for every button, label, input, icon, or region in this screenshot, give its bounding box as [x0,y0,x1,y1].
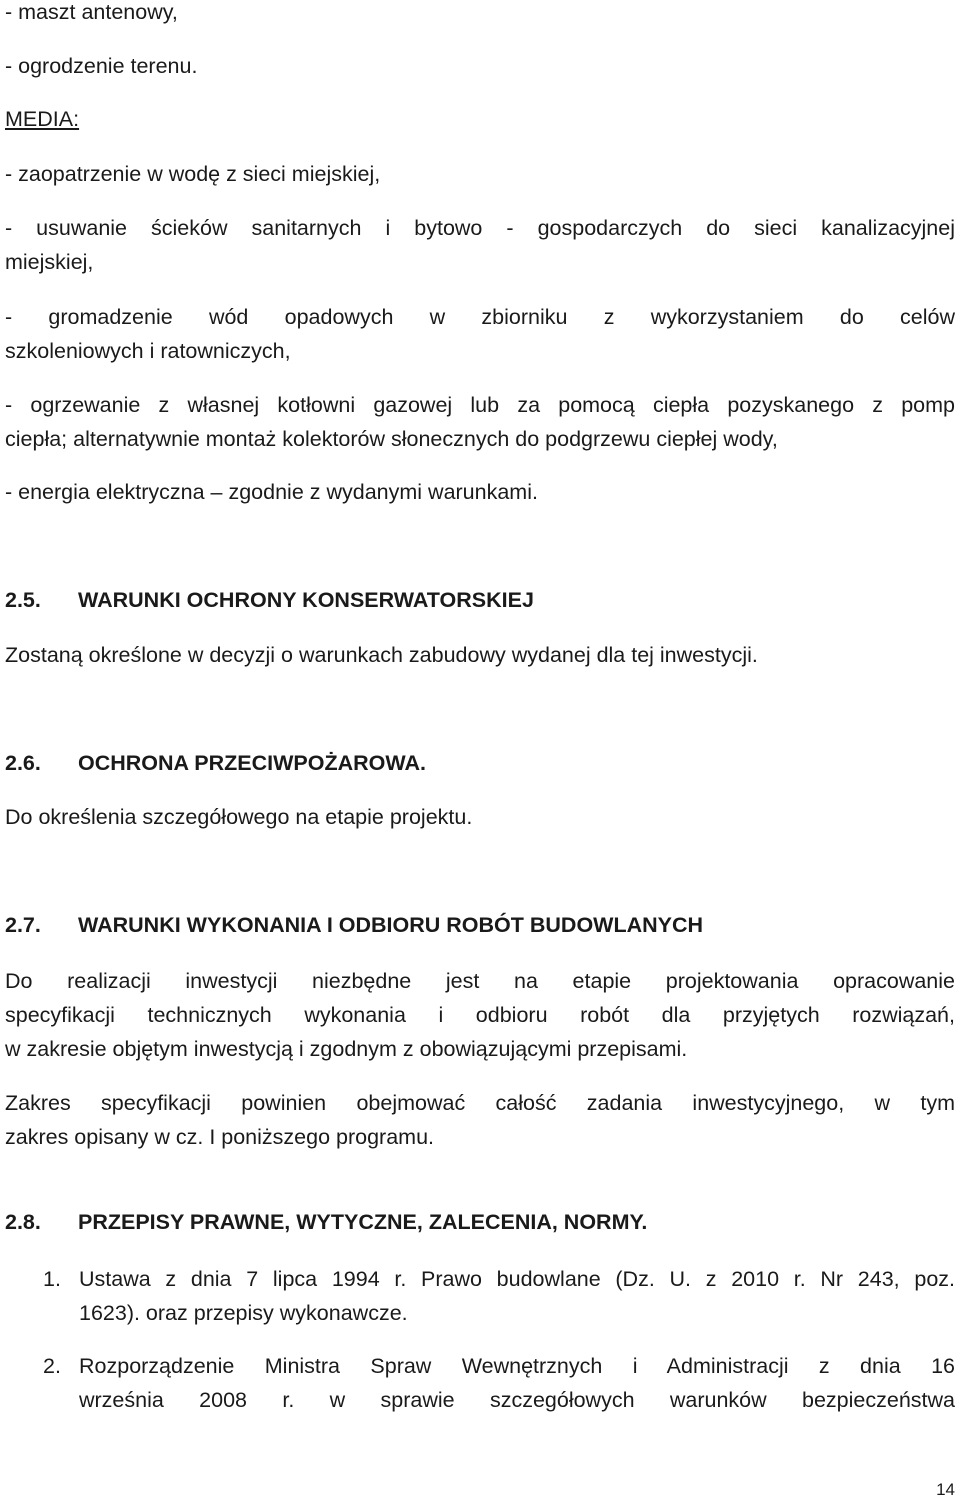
section-heading-2-8 [5,1205,647,1239]
section-body-2-7-line: w zakresie objętym inwestycją i zgodnym z obowiązującymi przepisami. [5,1037,688,1061]
media-item-water: - zaopatrzenie w wodę z sieci miejskiej, [5,162,381,186]
section-body-2-7-line: specyfikacji technicznych wykonania i odbioru robót dla przyjętych rozwiązań, [5,1003,955,1027]
media-item-rain: - gromadzenie wód opadowych w zbiorniku z wykorzystaniem do celów [5,305,955,329]
media-item-sewage: - usuwanie ścieków sanitarnych i bytowo - gospodarczych do sieci kanalizacyjnej [5,216,955,240]
media-heading: MEDIA: [5,107,80,131]
media-item-sewage-cont: miejskiej, [5,250,94,274]
section-body-2-5: Zostaną określone w decyzji o warunkach zabudowy wydanej dla tej inwestycji. [5,643,758,667]
section-heading-2-6 [5,746,426,780]
section-title: PRZEPISY PRAWNE, WYTYCZNE, ZALECENIA, NORMY. [78,1210,648,1234]
section-heading-2-7 [5,908,703,942]
media-item-heating: - ogrzewanie z własnej kotłowni gazowej lub za pomocą ciepła pozyskanego z pomp [5,393,955,417]
list-item-line: 1623). oraz przepisy wykonawcze. [79,1301,408,1325]
section-body-2-7-line: Zakres specyfikacji powinien obejmować całość zadania inwestycyjnego, w tym [5,1091,955,1115]
media-item-energy: - energia elektryczna – zgodnie z wydanymi warunkami. [5,480,538,504]
section-title: OCHRONA PRZECIWPOŻAROWA. [78,751,426,775]
list-marker: 1. [43,1267,61,1291]
section-title: WARUNKI WYKONANIA I ODBIORU ROBÓT BUDOWLANYCH [78,913,704,937]
text-line: - ogrodzenie terenu. [5,54,198,78]
text-line: - maszt antenowy, [5,0,178,24]
section-heading-2-5 [5,583,534,617]
section-number: 2.7. [5,913,41,937]
list-marker: 2. [43,1354,61,1378]
page-number: 14 [936,1480,955,1499]
media-item-rain-cont: szkoleniowych i ratowniczych, [5,339,291,363]
section-body-2-7-line: zakres opisany w cz. I poniższego programu. [5,1125,435,1149]
list-item-line: września 2008 r. w sprawie szczegółowych warunków bezpieczeństwa [79,1388,955,1412]
section-number: 2.5. [5,588,41,612]
list-item-line: Ustawa z dnia 7 lipca 1994 r. Prawo budowlane (Dz. U. z 2010 r. Nr 243, poz. [79,1267,955,1291]
section-body-2-6: Do określenia szczegółowego na etapie projektu. [5,805,473,829]
media-item-heating-cont: ciepła; alternatywnie montaż kolektorów słonecznych do podgrzewu ciepłej wody, [5,427,778,451]
list-item-line: Rozporządzenie Ministra Spraw Wewnętrznych i Administracji z dnia 16 [79,1354,955,1378]
section-body-2-7-line: Do realizacji inwestycji niezbędne jest na etapie projektowania opracowanie [5,969,955,993]
section-title: WARUNKI OCHRONY KONSERWATORSKIEJ [78,588,534,612]
section-number: 2.6. [5,751,41,775]
section-number: 2.8. [5,1210,41,1234]
